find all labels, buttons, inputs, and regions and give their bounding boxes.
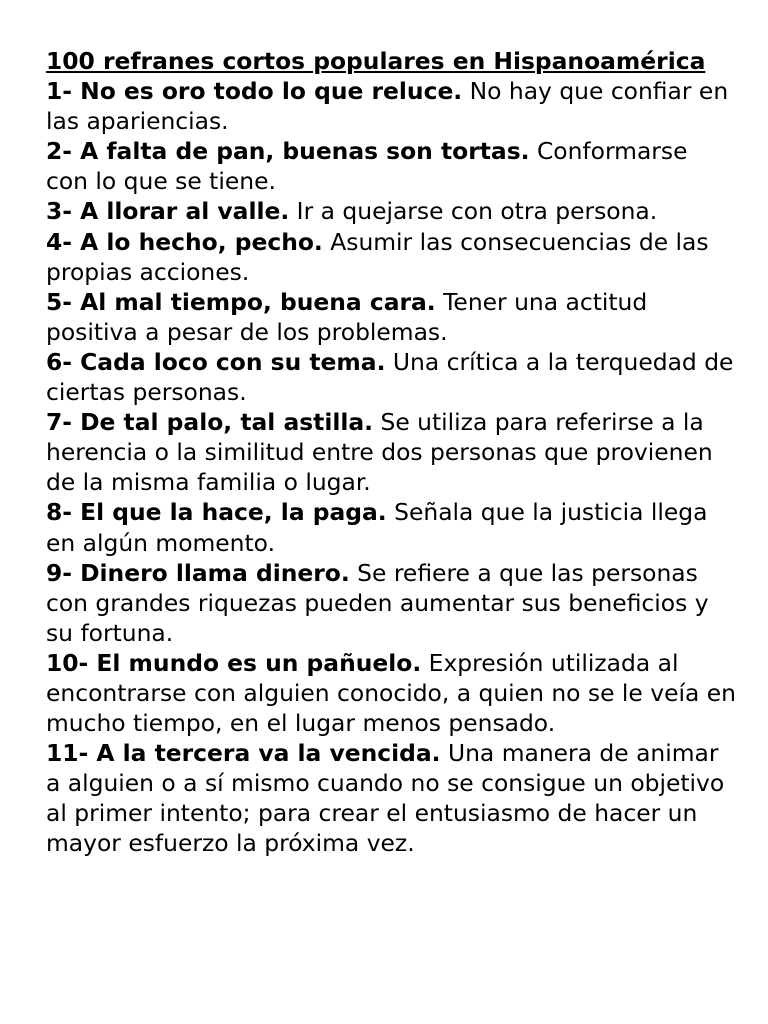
- refran-text: 7- De tal palo, tal astilla.: [46, 408, 374, 437]
- refran-meaning: Ir a quejarse con otra persona.: [289, 197, 658, 226]
- refran-meaning: Asumir las consecuencias de las propias acciones.: [46, 227, 709, 286]
- refran-text: 9- Dinero llama dinero.: [46, 558, 350, 587]
- document-page: [46, 46, 736, 859]
- refran-text: 1- No es oro todo lo que reluce.: [46, 77, 463, 106]
- list-item: [46, 136, 736, 196]
- list-item: [46, 196, 736, 226]
- refran-meaning: Conformarse con lo que se tiene.: [46, 137, 688, 196]
- list-item: [46, 497, 736, 557]
- list-item: [46, 347, 736, 407]
- refran-meaning: Tener una actitud positiva a pesar de los problemas.: [46, 287, 648, 346]
- refran-text: 2- A falta de pan, buenas son tortas.: [46, 137, 530, 166]
- list-item: [46, 227, 736, 287]
- refran-meaning: Se refiere a que las personas con grandes riquezas pueden aumentar sus beneficios y su fortuna.: [46, 558, 709, 647]
- list-item: [46, 76, 736, 136]
- list-item: [46, 738, 736, 858]
- refran-text: 5- Al mal tiempo, buena cara.: [46, 287, 436, 316]
- list-item: [46, 287, 736, 347]
- refran-text: 4- A lo hecho, pecho.: [46, 227, 323, 256]
- refran-meaning: Expresión utilizada al encontrarse con alguien conocido, a quien no se le veía en mucho tiempo, en el lugar menos pensado.: [46, 648, 736, 738]
- list-item: [46, 558, 736, 648]
- refran-text: 10- El mundo es un pañuelo.: [46, 648, 422, 677]
- refran-text: 8- El que la hace, la paga.: [46, 498, 387, 527]
- refran-meaning: No hay que confiar en las apariencias.: [46, 77, 729, 136]
- refran-meaning: Una manera de animar a alguien o a sí mismo cuando no se consigue un objetivo al primer intento; para crear el entusiasmo de hacer un mayor esfuerzo la próxima vez.: [46, 739, 725, 858]
- refran-text: 6- Cada loco con su tema.: [46, 347, 386, 376]
- refran-meaning: Señala que la justicia llega en algún momento.: [46, 498, 708, 557]
- list-item: [46, 407, 736, 497]
- refran-meaning: Una crítica a la terquedad de ciertas personas.: [46, 347, 734, 407]
- document-title: 100 refranes cortos populares en Hispanoamérica: [46, 47, 706, 75]
- list-item: [46, 648, 736, 738]
- refran-text: 11- A la tercera va la vencida.: [46, 739, 441, 768]
- refran-meaning: Se utiliza para referirse a la herencia o la similitud entre dos personas que provienen de la misma familia o lugar.: [46, 408, 713, 497]
- refran-text: 3- A llorar al valle.: [46, 197, 290, 226]
